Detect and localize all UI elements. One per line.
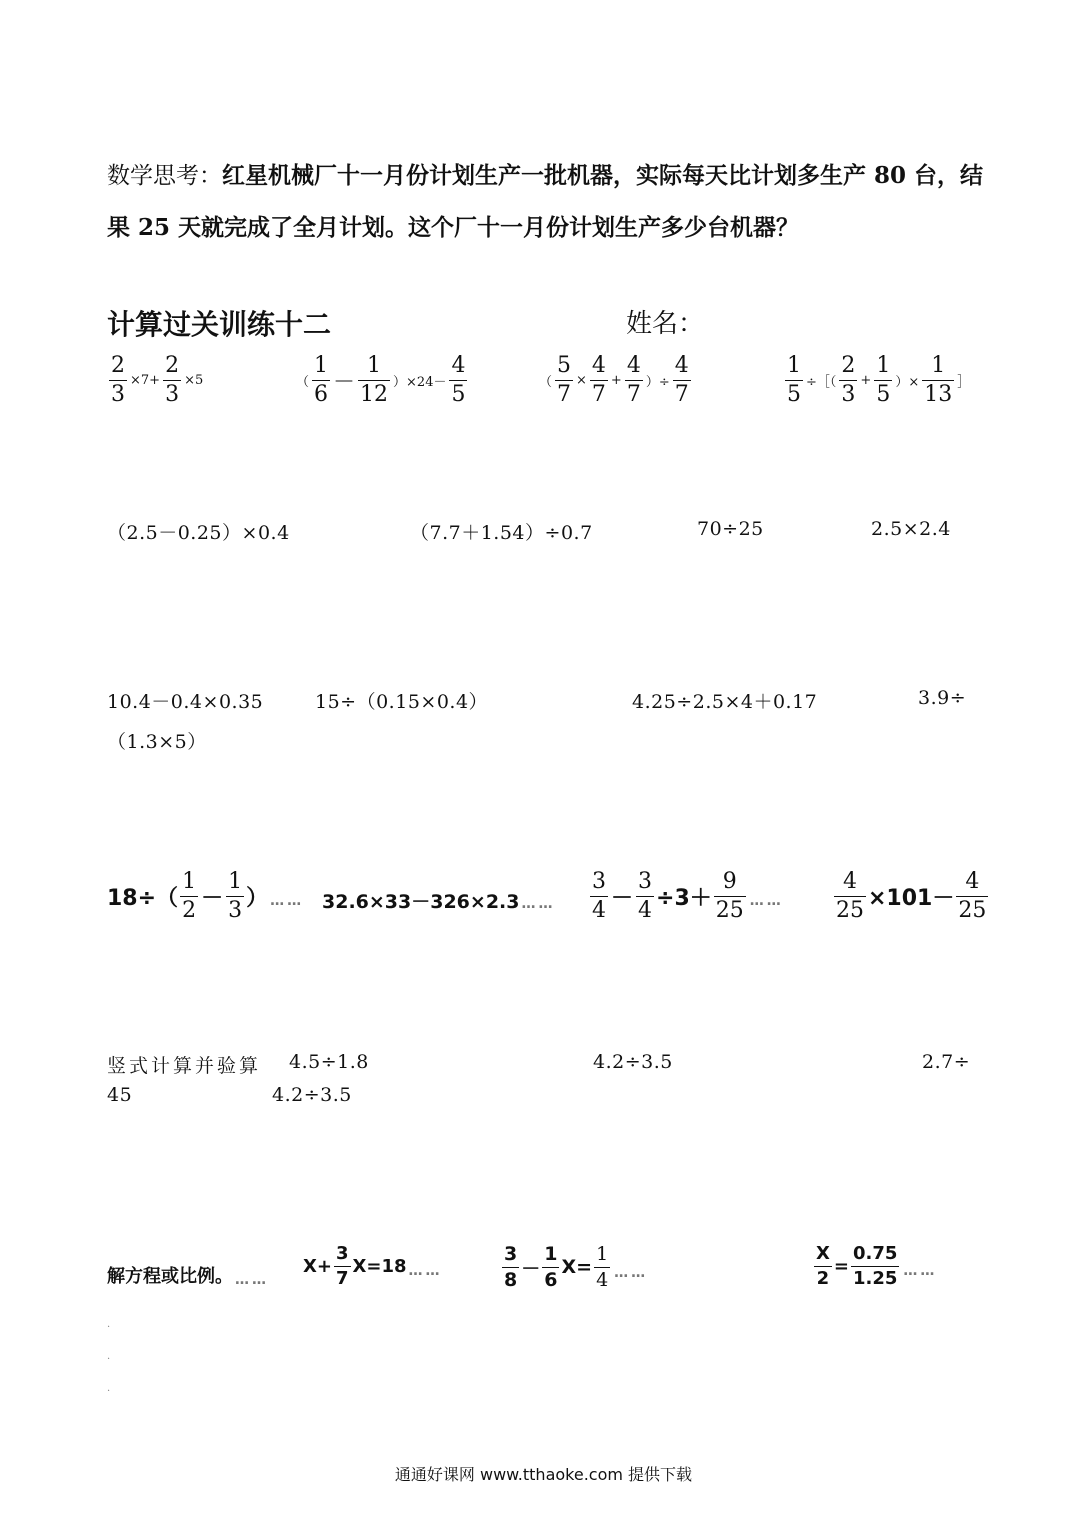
row5-label: 竖式计算并验算 xyxy=(107,1055,262,1077)
row5-expr2: 4.2÷3.5 xyxy=(593,1051,673,1073)
row3-expr3: 4.25÷2.5×4＋0.17 xyxy=(632,691,818,713)
row2-expr3: 70÷25 xyxy=(697,518,764,540)
row1-expr4: $\frac{1}{5}$ ÷［（ $\frac{2}{3}$ + $\frac{1}{5}$ ）× $\frac{1}{13}$ ］ xyxy=(787,353,971,408)
row2-expr2: （7.7＋1.54）÷0.7 xyxy=(410,522,593,544)
row6-expr2: $\frac{3}{8}$ － $\frac{1}{6}$ X= $\frac{1}{4}$ …… xyxy=(504,1243,649,1291)
row5-expr3-cont: 45 xyxy=(107,1084,133,1106)
row6-expr1: X+ $\frac{3}{7}$ X=18 …… xyxy=(303,1243,443,1289)
thinking-problem xyxy=(107,150,987,254)
row2-expr1: （2.5－0.25）×0.4 xyxy=(107,522,290,544)
page-footer: 通通好课网 www.tthaoke.com 提供下载 xyxy=(394,1465,693,1484)
row1-expr1: $\frac{2}{3}$ ×7+ $\frac{2}{3}$ ×5 xyxy=(111,353,204,408)
thinking-lead: 数学思考： xyxy=(107,163,222,189)
row4-expr3: $\frac{3}{4}$ － $\frac{3}{4}$ ÷3＋ $\frac{9}{25}$ …… xyxy=(592,869,784,924)
row2-expr4: 2.5×2.4 xyxy=(871,518,951,540)
row1-expr3: （ $\frac{5}{7}$ × $\frac{4}{7}$ + $\frac{4}{7}$ ）÷ $\frac{4}{7}$ xyxy=(539,353,689,408)
row6-label: 解方程或比例。 xyxy=(107,1266,233,1287)
row6-expr3: $\frac{X}{2}$ = $\frac{0.75}{1.25}$ …… xyxy=(816,1243,938,1289)
row5-expr4: 4.2÷3.5 xyxy=(272,1084,352,1106)
margin-dot: · xyxy=(107,1386,111,1397)
margin-dot: · xyxy=(107,1354,111,1365)
margin-dot: · xyxy=(107,1322,111,1333)
row4-expr2: 32.6×33－326×2.3 …… xyxy=(322,891,556,913)
row5-expr1: 4.5÷1.8 xyxy=(289,1051,369,1073)
row3-expr4-cont: （1.3×5） xyxy=(107,731,207,753)
thinking-body: 红星机械厂十一月份计划生产一批机器，实际每天比计划多生产 80 台，结果 25 天就完成了全月计划。这个厂十一月份计划生产多少台机器？ xyxy=(107,162,984,241)
row1-expr2: （ $\frac{1}{6}$ － $\frac{1}{12}$ ）×24－ $\frac{4}{5}$ xyxy=(296,353,466,408)
row3-expr2: 15÷（0.15×0.4） xyxy=(315,691,489,713)
row6-label-wrap: 解方程或比例。 …… xyxy=(107,1262,271,1288)
name-label: 姓名： xyxy=(626,309,705,339)
row4-expr1: 18÷（ $\frac{1}{2}$ － $\frac{1}{3}$ ） …… xyxy=(107,869,305,924)
row4-expr4: $\frac{4}{25}$ ×101－ $\frac{4}{25}$ xyxy=(836,869,987,924)
page-title: 计算过关训练十二 xyxy=(107,308,332,341)
row3-expr1: 10.4－0.4×0.35 xyxy=(107,691,264,713)
row3-expr4: 3.9÷ xyxy=(918,687,967,709)
row5-expr3: 2.7÷ xyxy=(922,1051,971,1073)
